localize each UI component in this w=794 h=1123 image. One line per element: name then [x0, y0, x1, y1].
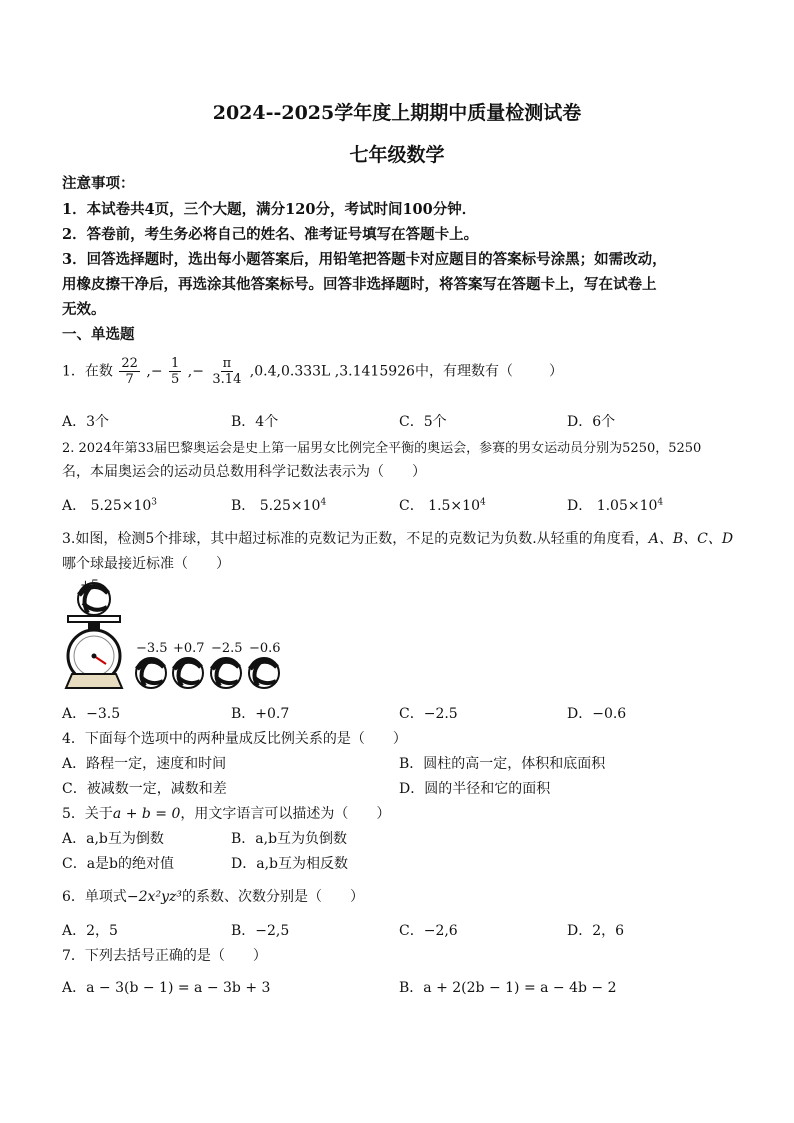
exam-subtitle: 七年级数学 — [349, 144, 445, 166]
q1-option-a[interactable]: A．3个 — [62, 414, 110, 430]
question-1-stem — [62, 356, 563, 387]
q6-expression: −2x²yz³ — [126, 889, 182, 905]
q5-option-b[interactable]: B．a,b互为负倒数 — [231, 831, 348, 847]
frac-den: 7 — [125, 372, 134, 387]
exam-title: 2024--2025学年度上期期中质量检测试卷 — [212, 102, 582, 124]
q4-option-d[interactable]: D．圆的半径和它的面积 — [399, 781, 551, 797]
question-3-line-1 — [62, 528, 733, 548]
q3-option-d[interactable]: D．−0.6 — [567, 706, 627, 722]
volleyball-icon — [136, 658, 166, 688]
fraction-pi-3-14 — [210, 356, 243, 387]
scale-illustration — [58, 578, 298, 693]
option-base: 5.25×10 — [259, 498, 321, 514]
q2-option-a[interactable] — [62, 495, 157, 515]
q3-text: 3.如图，检测5个排球，其中超过标准的克数记为正数，不足的克数记为负数.从轻重的角度看， — [62, 531, 649, 547]
q1-sep: ,− — [146, 363, 163, 380]
q4-option-c[interactable]: C．被减数一定，减数和差 — [62, 781, 227, 797]
q6-option-c[interactable]: C．−2,6 — [399, 923, 458, 939]
q3-option-c[interactable]: C．−2.5 — [399, 706, 458, 722]
note-item-3: 3．回答选择题时，选出每小题答案后，用铅笔把答题卡对应题目的答案标号涂黑；如需改动， — [62, 251, 667, 268]
note-item-3-end: 无效。 — [62, 301, 106, 318]
fraction-1-5 — [169, 356, 181, 387]
q1-sep: ,− — [187, 363, 204, 380]
frac-den: 5 — [171, 372, 180, 387]
ball-label-2: +0.7 — [173, 641, 205, 656]
option-exp: 4 — [479, 497, 486, 508]
question-2-line-2: 名，本届奥运会的运动员总数用科学记数法表示为（ ） — [62, 464, 426, 480]
frac-num: 22 — [121, 356, 138, 371]
fraction-22-7 — [119, 356, 140, 387]
question-6-stem — [62, 886, 364, 906]
q5-pre: 5．关于 — [62, 806, 113, 822]
q2-option-c[interactable] — [399, 495, 486, 515]
option-letter: B． — [231, 498, 256, 514]
scale-plate — [68, 616, 120, 622]
q2-option-d[interactable] — [567, 495, 663, 515]
option-exp: 4 — [320, 497, 327, 508]
q6-option-a[interactable]: A．2，5 — [62, 923, 118, 939]
q4-option-b[interactable]: B．圆柱的高一定，体积和底面积 — [399, 756, 606, 772]
q1-option-c[interactable]: C．5个 — [399, 414, 447, 430]
q7-option-b[interactable]: B．a + 2(2b − 1) = a − 4b − 2 — [399, 980, 617, 996]
note-item-3-cont: 用橡皮擦干净后，再选涂其他答案标号。回答非选择题时，将答案写在答题卡上，写在试卷上 — [62, 276, 657, 293]
volleyball-figure — [58, 578, 298, 693]
volleyball-icon — [173, 658, 203, 688]
q6-post: 的系数、次数分别是（ ） — [181, 889, 364, 905]
q5-post: ，用文字语言可以描述为（ ） — [180, 806, 391, 822]
option-exp: 3 — [151, 497, 158, 508]
option-exp: 4 — [657, 497, 664, 508]
q6-pre: 6．单项式 — [62, 889, 127, 905]
q1-rest: ,0.4,0.333L ,3.1415926中，有理数有（ — [249, 363, 513, 380]
frac-num: 1 — [171, 356, 180, 371]
ball-label-1: −3.5 — [136, 641, 168, 656]
notes-heading: 注意事项： — [62, 175, 135, 192]
q1-option-d[interactable]: D．6个 — [567, 414, 616, 430]
q7-option-a[interactable]: A．a − 3(b − 1) = a − 3b + 3 — [62, 980, 271, 996]
question-3-line-2: 哪个球最接近标准（ ） — [62, 556, 230, 572]
ball-label-3: −2.5 — [211, 641, 243, 656]
frac-num: π — [222, 356, 232, 371]
ball-label-4: −0.6 — [249, 641, 281, 656]
q1-prefix: 1．在数 — [62, 363, 113, 380]
frac-den: 3.14 — [212, 372, 242, 387]
section-title: 一、单选题 — [62, 326, 135, 343]
question-4-stem: 4．下面每个选项中的两种量成反比例关系的是（ ） — [62, 731, 407, 747]
q5-option-c[interactable]: C．a是b的绝对值 — [62, 856, 175, 872]
question-2-line-1: 2. 2024年第33届巴黎奥运会是史上第一届男女比例完全平衡的奥运会，参赛的男女运动员分别为5250，5250 — [62, 441, 702, 456]
q3-option-b[interactable]: B．+0.7 — [231, 706, 290, 722]
q1-option-b[interactable]: B．4个 — [231, 414, 279, 430]
q5-option-d[interactable]: D．a,b互为相反数 — [231, 856, 348, 872]
q4-option-a[interactable]: A．路程一定，速度和时间 — [62, 756, 227, 772]
option-letter: A． — [62, 498, 87, 514]
option-letter: D． — [567, 498, 593, 514]
volleyball-icon — [249, 658, 279, 688]
volleyball-icon — [211, 658, 241, 688]
question-7-stem: 7．下列去括号正确的是（ ） — [62, 948, 267, 964]
q6-option-b[interactable]: B．−2,5 — [231, 923, 290, 939]
question-5-stem — [62, 803, 390, 823]
q5-equation: a + b = 0 — [112, 806, 181, 822]
option-base: 5.25×10 — [90, 498, 152, 514]
q5-option-a[interactable]: A．a,b互为倒数 — [62, 831, 164, 847]
q2-option-b[interactable] — [231, 495, 326, 515]
option-base: 1.05×10 — [596, 498, 658, 514]
scale-base — [66, 674, 122, 688]
scale-label: +5 — [80, 578, 100, 593]
option-base: 1.5×10 — [428, 498, 480, 514]
q3-vars: A、B、C、D — [648, 531, 734, 547]
q6-option-d[interactable]: D．2，6 — [567, 923, 625, 939]
q1-close: ） — [548, 363, 563, 380]
q3-option-a[interactable]: A．−3.5 — [62, 706, 121, 722]
note-item-2: 2．答卷前，考生务必将自己的姓名、准考证号填写在答题卡上。 — [62, 226, 479, 243]
note-item-1: 1．本试卷共4页，三个大题，满分120分，考试时间100分钟． — [62, 201, 477, 218]
option-letter: C． — [399, 498, 424, 514]
